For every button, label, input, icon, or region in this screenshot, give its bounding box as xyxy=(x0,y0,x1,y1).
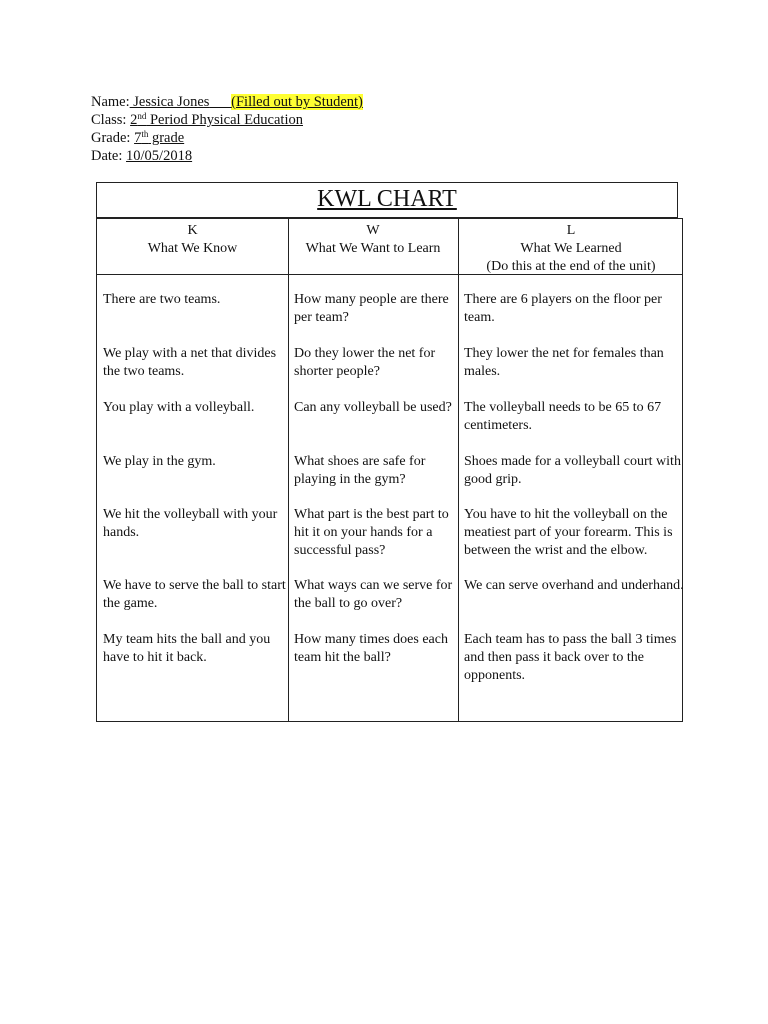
grade-name: grade xyxy=(148,130,185,146)
cell-w-row-6: What ways can we serve for the ball to go over? xyxy=(294,578,453,611)
cell-l-row-5: You have to hit the volleyball on the meatiest part of your forearm. This is between the wrist and the elbow. xyxy=(464,507,673,558)
class-label: Class: xyxy=(91,112,127,128)
cell-w-row-2: Do they lower the net for shorter people? xyxy=(294,346,436,379)
chart-title: KWL CHART xyxy=(317,186,457,212)
student-info xyxy=(91,93,363,165)
class-line xyxy=(91,111,363,129)
name-line xyxy=(91,93,363,111)
chart-title-box xyxy=(96,182,678,218)
cell-k-row-7: My team hits the ball and you have to hit it back. xyxy=(103,632,271,665)
cell-k-row-2: We play with a net that divides the two teams. xyxy=(103,346,277,379)
column-header-k xyxy=(97,222,288,258)
cell-w-row-7: How many times does each team hit the ball? xyxy=(294,632,448,665)
cell-l-row-6: We can serve overhand and underhand. xyxy=(464,578,684,593)
column-header-w xyxy=(288,222,458,258)
filled-by-note: (Filled out by Student) xyxy=(231,94,363,110)
name-label: Name: xyxy=(91,94,130,110)
grade-ordinal: 7 xyxy=(134,130,142,146)
date-label: Date: xyxy=(91,148,123,164)
date-line xyxy=(91,147,363,165)
grade-value xyxy=(134,130,184,146)
column-letter: L xyxy=(566,223,576,238)
cell-w-row-4: What shoes are safe for playing in the gym? xyxy=(294,454,426,487)
cell-l-row-7: Each team has to pass the ball 3 times and then pass it back over to the opponents. xyxy=(464,632,677,683)
grade-ordinal-suffix: th xyxy=(141,129,149,139)
cell-k-row-6: We have to serve the ball to start the game. xyxy=(103,578,286,611)
name-gap xyxy=(209,94,231,110)
cell-w-row-5: What part is the best part to hit it on your hands for a successful pass? xyxy=(294,507,449,558)
column-subheading: (Do this at the end of the unit) xyxy=(486,259,656,274)
cell-l-row-4: Shoes made for a volleyball court with good grip. xyxy=(464,454,681,487)
date-value: 10/05/2018 xyxy=(126,148,193,164)
cell-k-row-4: We play in the gym. xyxy=(103,454,216,469)
cell-k-row-3: You play with a volleyball. xyxy=(103,400,255,415)
student-name: Jessica Jones xyxy=(129,94,210,110)
class-ordinal-suffix: nd xyxy=(137,111,147,121)
column-heading: What We Learned xyxy=(520,241,622,256)
class-name: Period Physical Education xyxy=(146,112,303,128)
column-heading: What We Want to Learn xyxy=(305,241,441,256)
kwl-table xyxy=(96,218,683,722)
column-letter: W xyxy=(366,223,380,238)
column-heading: What We Know xyxy=(147,241,238,256)
cell-l-row-2: They lower the net for females than males. xyxy=(464,346,664,379)
column-header-l xyxy=(458,222,684,276)
grade-line xyxy=(91,129,363,147)
cell-k-row-5: We hit the volleyball with your hands. xyxy=(103,507,278,540)
grade-label: Grade: xyxy=(91,130,131,146)
cell-k-row-1: There are two teams. xyxy=(103,292,221,307)
cell-w-row-3: Can any volleyball be used? xyxy=(294,400,452,415)
cell-l-row-3: The volleyball needs to be 65 to 67 centimeters. xyxy=(464,400,662,433)
class-value xyxy=(130,112,303,128)
class-ordinal: 2 xyxy=(130,112,138,128)
column-letter: K xyxy=(187,223,198,238)
cell-w-row-1: How many people are there per team? xyxy=(294,292,449,325)
cell-l-row-1: There are 6 players on the floor per team. xyxy=(464,292,662,325)
